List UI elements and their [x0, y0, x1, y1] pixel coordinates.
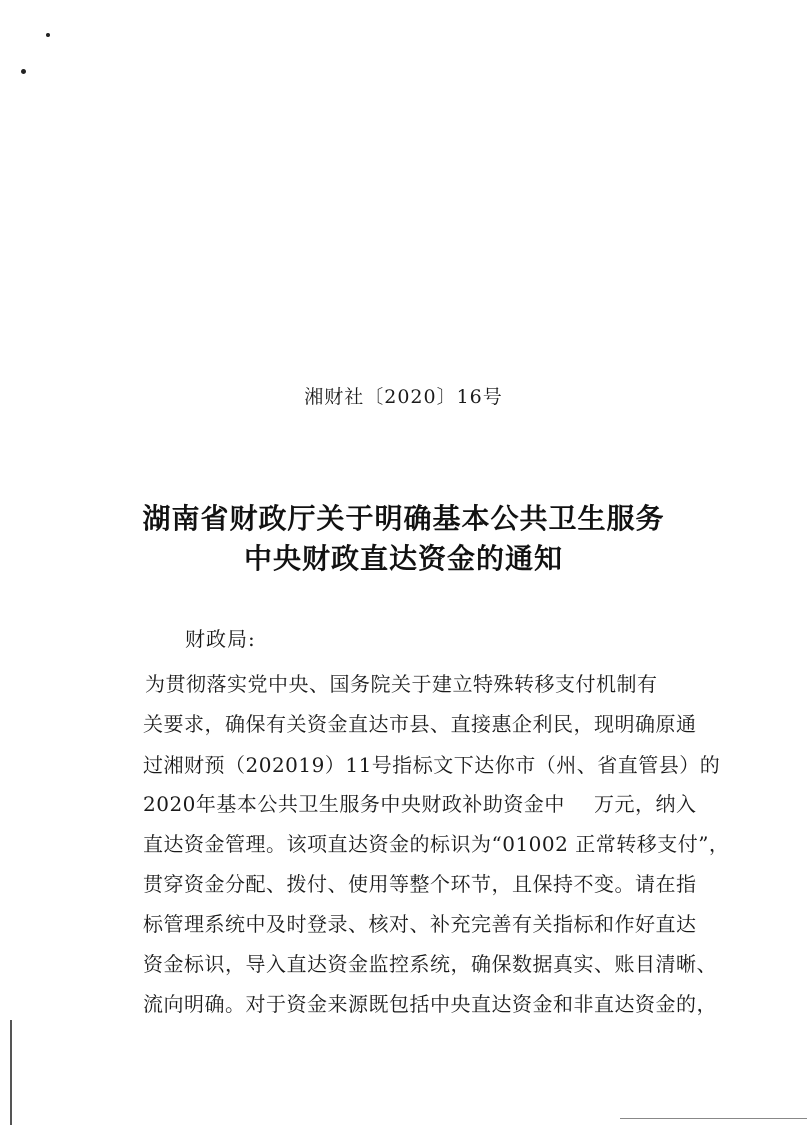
scan-speck-left [21, 69, 26, 74]
body-line-6-text: 贯穿资金分配、拨付、使用等整个环节，且保持不变。请在指 [143, 872, 697, 896]
body-line-8-text: 资金标识，导入直达资金监控系统，确保数据真实、账目清晰、 [143, 952, 717, 976]
body-line-3-text: 过湘财预（202019）11号指标文下达你市（州、省直管县）的 [143, 753, 721, 777]
body-line-1-text: 为贯彻落实党中央、国务院关于建立特殊转移支付机制有 [145, 672, 658, 696]
document-title-line-1: 湖南省财政厅关于明确基本公共卫生服务 [142, 502, 665, 535]
body-line-2-text: 关要求，确保有关资金直达市县、直接惠企利民，现明确原通 [143, 712, 697, 736]
body-line-4-text-right: 万元，纳入 [594, 792, 697, 816]
document-title-line-2: 中央财政直达资金的通知 [243, 542, 563, 575]
addressee: 财政局: [185, 627, 256, 651]
body-line-4-text-left: 2020年基本公共卫生服务中央财政补助资金中 [143, 792, 565, 816]
scan-speck-top [46, 33, 50, 37]
body-line-9-text: 流向明确。对于资金来源既包括中央直达资金和非直达资金的， [143, 992, 717, 1016]
document-number: 湘财社〔2020〕16号 [304, 386, 503, 408]
scan-edge-line [10, 1020, 12, 1125]
body-line-7-text: 标管理系统中及时登录、核对、补充完善有关指标和作好直达 [143, 912, 697, 936]
body-line-5-text: 直达资金管理。该项直达资金的标识为“01002 正常转移支付”， [143, 832, 730, 856]
scan-bottom-rule [620, 1118, 807, 1119]
